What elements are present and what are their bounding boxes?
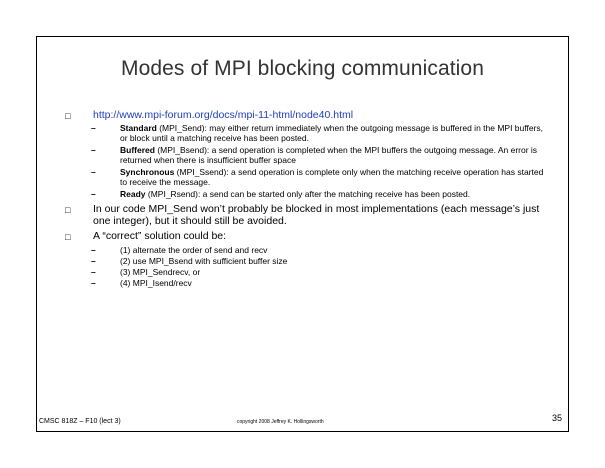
- slide-body: [65, 109, 545, 289]
- bullet-text: In our code MPI_Send won’t probably be blocked in most implementations (each message’s just one integer), but it should still be avoided.: [93, 202, 540, 227]
- mode-standard: [65, 124, 545, 143]
- solution-item: [65, 256, 545, 266]
- solution-text: (3) MPI_Sendrecv, or: [120, 266, 201, 277]
- solution-item: [65, 278, 545, 288]
- mode-description: (MPI_Bsend): a send operation is completed when the MPI buffers the outgoing message. An error is returned when there is insufficient buffer space: [120, 145, 538, 165]
- mode-buffered: [65, 146, 545, 165]
- solution-text: (2) use MPI_Bsend with sufficient buffer size: [120, 255, 288, 266]
- dash-icon: –: [91, 145, 96, 155]
- mode-name: Buffered: [120, 145, 155, 155]
- bullet-link: [65, 109, 545, 121]
- mode-ready: [65, 190, 545, 200]
- bullet-correct-solution: [65, 230, 545, 242]
- footer-course: CMSC 818Z – F10 (lect 3): [39, 418, 121, 425]
- solution-item: [65, 245, 545, 255]
- slide-title: Modes of MPI blocking communication: [121, 57, 484, 80]
- solution-text: (1) alternate the order of send and recv: [120, 244, 268, 255]
- mode-description: (MPI_Rsend): a send can be started only after the matching receive has been posted.: [145, 189, 471, 199]
- dash-icon: –: [91, 277, 96, 288]
- mpi-forum-link[interactable]: http://www.mpi-forum.org/docs/mpi-11-html/node40.html: [93, 109, 354, 121]
- solution-item: [65, 267, 545, 277]
- bullet-marker-icon: □: [65, 204, 71, 215]
- dash-icon: –: [91, 255, 96, 266]
- bullet-text: A “correct” solution could be:: [93, 229, 227, 242]
- dash-icon: –: [91, 123, 96, 133]
- dash-icon: –: [91, 244, 96, 255]
- dash-icon: –: [91, 167, 96, 177]
- mode-name: Synchronous: [120, 167, 175, 177]
- bullet-mpi-send-note: [65, 203, 545, 227]
- mode-description: (MPI_Send): may either return immediately when the outgoing message is buffered in the MPI buffers, or block until a matching receive has been posted.: [120, 123, 544, 143]
- slide: [36, 36, 569, 432]
- dash-icon: –: [91, 266, 96, 277]
- mode-synchronous: [65, 168, 545, 187]
- mode-name: Ready: [120, 189, 146, 199]
- mode-description: (MPI_Ssend): a send operation is complete only when the matching receive operation has started to receive the message.: [120, 167, 544, 187]
- bullet-marker-icon: □: [65, 231, 71, 242]
- bullet-marker-icon: □: [65, 111, 71, 121]
- solution-text: (4) MPI_Isend/recv: [120, 277, 192, 288]
- mode-name: Standard: [120, 123, 157, 133]
- footer-copyright: copyright 2008 Jeffrey K. Hollingsworth: [237, 419, 324, 425]
- page-number: 35: [551, 413, 562, 423]
- dash-icon: –: [91, 189, 96, 199]
